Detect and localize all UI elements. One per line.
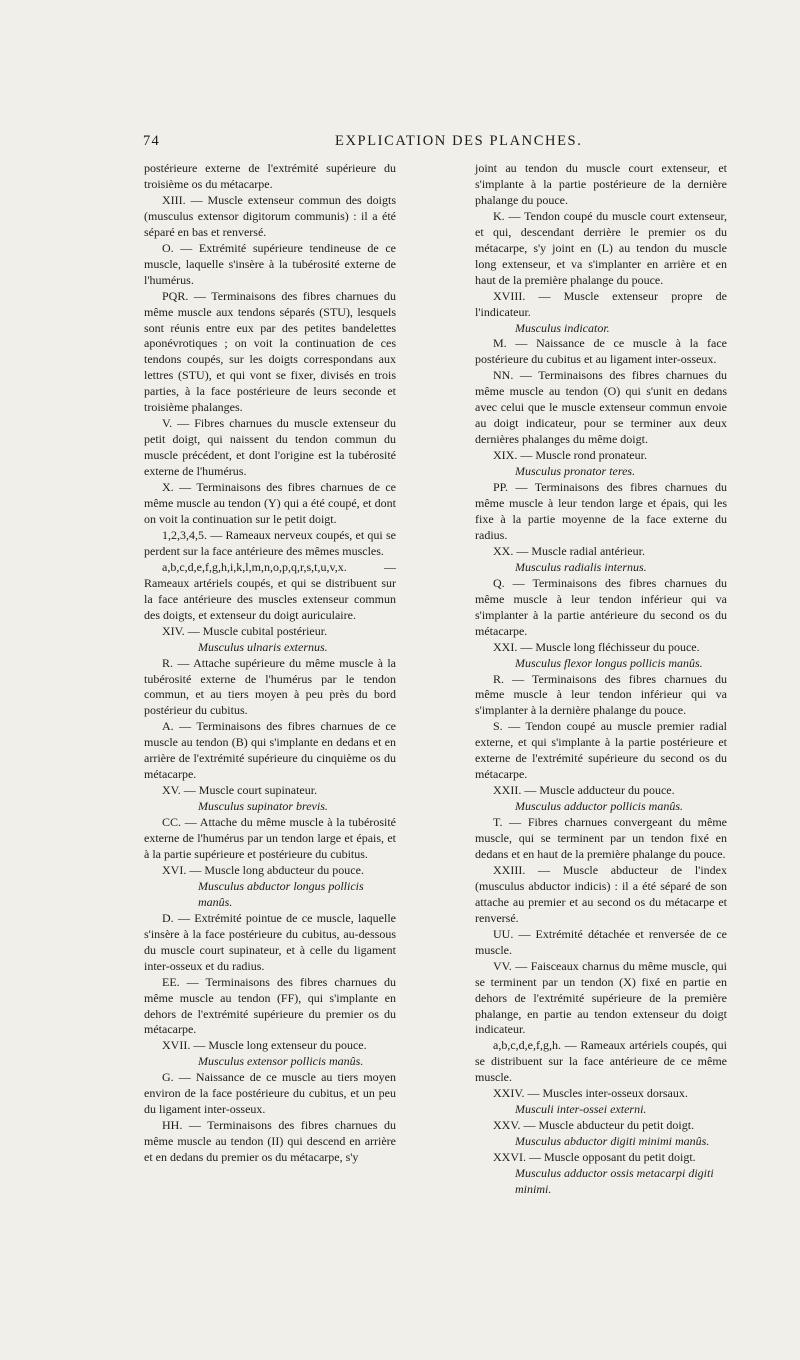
paragraph: XXII. — Muscle adducteur du pouce. <box>493 783 675 798</box>
paragraph: EE. — Terminaisons des fibres charnues du même muscle au tendon (FF), qui s'implante en dehors de l'extrémité supérieure du premier os du métacarpe. <box>144 974 396 1037</box>
paragraph: XXVI. — Muscle opposant du petit doigt. <box>493 1150 696 1165</box>
paragraph: XVIII. — Muscle extenseur propre de l'indicateur. <box>475 288 727 319</box>
paragraph: XIX. — Muscle rond pronateur. <box>493 448 647 463</box>
paragraph: XV. — Muscle court supinateur. <box>162 783 318 798</box>
paragraph: D. — Extrémité pointue de ce muscle, laquelle s'insère à la face postérieure du cubitus, au-dessous du muscle court supinateur, et à celle du ligament inter-osseux et du radius. <box>144 910 396 973</box>
latin-name: Musculus extensor pollicis manûs. <box>198 1054 364 1069</box>
paragraph: V. — Fibres charnues du muscle extenseur du petit doigt, qui naissent du tendon commun du muscle précédent, et dont l'origine est la tubérosité externe de l'humérus. <box>144 416 396 479</box>
paragraph: Q. — Terminaisons des fibres charnues du même muscle à leur tendon inférieur qui va s'implanter à la partie antérieure du second os du métacarpe. <box>475 575 727 638</box>
running-title: EXPLICATION DES PLANCHES. <box>335 133 583 149</box>
paragraph: NN. — Terminaisons des fibres charnues du même muscle au tendon (O) qui s'unit en dedans avec celui que le muscle extenseur commun envoie au doigt indicateur, pour se terminer aux deux dernières phalanges du même doigt. <box>475 368 727 447</box>
paragraph: A. — Terminaisons des fibres charnues de ce muscle au tendon (B) qui s'implante en dedans et en arrière de l'extrémité supérieure du cinquième os du métacarpe. <box>144 719 396 782</box>
paragraph: K. — Tendon coupé du muscle court extenseur, et qui, descendant derrière le premier os du métacarpe, s'y joint en (L) au tendon du muscle long extenseur, et va s'implanter en arrière et en haut de la première phalange du pouce. <box>475 208 727 287</box>
latin-name: Musculus supinator brevis. <box>198 799 328 814</box>
paragraph: O. — Extrémité supérieure tendineuse de ce muscle, laquelle s'insère à la tubérosité externe de l'humérus. <box>144 240 396 287</box>
latin-name: Musculus adductor pollicis manûs. <box>515 799 683 814</box>
paragraph: XXIV. — Muscles inter-osseux dorsaux. <box>493 1086 688 1101</box>
left-column <box>144 161 396 1166</box>
paragraph: a,b,c,d,e,f,g,h,i,k,l,m,n,o,p,q,r,s,t,u,v,x. — Rameaux artériels coupés, et qui se distribuent sur la face antérieure des muscles extenseur commun des doigts, et extenseur du doigt auriculaire. <box>144 559 396 622</box>
page-number: 74 <box>143 133 160 149</box>
paragraph: VV. — Faisceaux charnus du même muscle, qui se terminent par un tendon (X) fixé en partie en dehors de l'extrémité supérieure de la première phalange, en partie au tendon extenseur du doigt indicateur. <box>475 958 727 1037</box>
paragraph: M. — Naissance de ce muscle à la face postérieure du cubitus et au ligament inter-osseux. <box>475 336 727 367</box>
latin-name: Musculus abductor longus pollicis manûs. <box>198 878 364 909</box>
paragraph: R. — Attache supérieure du même muscle à la tubérosité externe de l'humérus par le tendon commun, et au tiers moyen à peu près du bord postérieur du cubitus. <box>144 655 396 718</box>
latin-name: Musculus ulnaris externus. <box>198 639 328 654</box>
paragraph: G. — Naissance de ce muscle au tiers moyen environ de la face postérieure du cubitus, et un peu du ligament inter-osseux. <box>144 1070 396 1117</box>
latin-name: Musculus flexor longus pollicis manûs. <box>515 655 703 670</box>
paragraph: XXV. — Muscle abducteur du petit doigt. <box>493 1118 695 1133</box>
paragraph: CC. — Attache du même muscle à la tubérosité externe de l'humérus par un tendon large et épais, et à la partie supérieure et postérieure du cubitus. <box>144 815 396 861</box>
latin-name: Musculus adductor ossis metacarpi digiti minimi. <box>515 1166 714 1196</box>
paragraph: joint au tendon du muscle court extenseur, et s'implante à la partie postérieure de la dernière phalange du pouce. <box>475 161 727 207</box>
paragraph: XIV. — Muscle cubital postérieur. <box>162 623 328 638</box>
latin-name: Musculi inter-ossei externi. <box>515 1102 647 1117</box>
page-header <box>143 133 729 153</box>
latin-name: Musculus indicator. <box>515 320 610 335</box>
paragraph: PQR. — Terminaisons des fibres charnues du même muscle aux tendons séparés (STU), lesquels sont réunis entre eux par des petites bandelettes aponévrotiques ; on voit la continuation de ces tendons coupés, sur les doigts correspondans aux lettres (STU), et qui vont se fixer, divisés en trois parties, à la face postérieure de leurs seconde et troisième phalanges. <box>144 288 396 415</box>
paragraph: T. — Fibres charnues convergeant du même muscle, qui se terminent par un tendon fixé en dedans et en haut de la première phalange du pouce. <box>475 815 727 861</box>
paragraph: XX. — Muscle radial antérieur. <box>493 543 645 558</box>
paragraph: HH. — Terminaisons des fibres charnues du même muscle au tendon (II) qui descend en arrière et en dedans du premier os du métacarpe, s'y <box>144 1118 396 1165</box>
latin-name: Musculus abductor digiti minimi manûs. <box>515 1134 710 1149</box>
paragraph: postérieure externe de l'extrémité supérieure du troisième os du métacarpe. <box>144 161 396 191</box>
paragraph: XVI. — Muscle long abducteur du pouce. <box>162 862 364 877</box>
paragraph: R. — Terminaisons des fibres charnues du même muscle à leur tendon inférieur qui va s'implanter à la dernière phalange du pouce. <box>475 671 727 718</box>
paragraph: XXI. — Muscle long fléchisseur du pouce. <box>493 639 700 654</box>
latin-name: Musculus radialis internus. <box>515 559 647 574</box>
paragraph: PP. — Terminaisons des fibres charnues du même muscle à leur tendon large et épais, qui les fixe à la partie moyenne de la face externe du radius. <box>475 480 727 542</box>
paragraph: XXIII. — Muscle abducteur de l'index (musculus abductor indicis) : il a été séparé de son attache au premier et au second os du métacarpe et renversé. <box>475 862 727 925</box>
latin-name: Musculus pronator teres. <box>515 464 636 479</box>
paragraph: XIII. — Muscle extenseur commun des doigts (musculus extensor digitorum communis) : il a été séparé en bas et renversé. <box>144 192 396 239</box>
right-column <box>475 161 727 1198</box>
paragraph: UU. — Extrémité détachée et renversée de ce muscle. <box>475 926 727 957</box>
paragraph: a,b,c,d,e,f,g,h. — Rameaux artériels coupés, qui se distribuent sur la face antérieure de ce même muscle. <box>475 1038 727 1085</box>
paragraph: XVII. — Muscle long extenseur du pouce. <box>162 1038 367 1053</box>
paragraph: S. — Tendon coupé au muscle premier radial externe, et qui s'implante à la partie postérieure et externe de l'extrémité supérieure du second os du métacarpe. <box>475 719 727 782</box>
paragraph: 1,2,3,4,5. — Rameaux nerveux coupés, et qui se perdent sur la face antérieure des mêmes muscles. <box>144 527 396 558</box>
paragraph: X. — Terminaisons des fibres charnues de ce même muscle au tendon (Y) qui a été coupé, et dont on voit la continuation sur le petit doigt. <box>144 480 396 526</box>
